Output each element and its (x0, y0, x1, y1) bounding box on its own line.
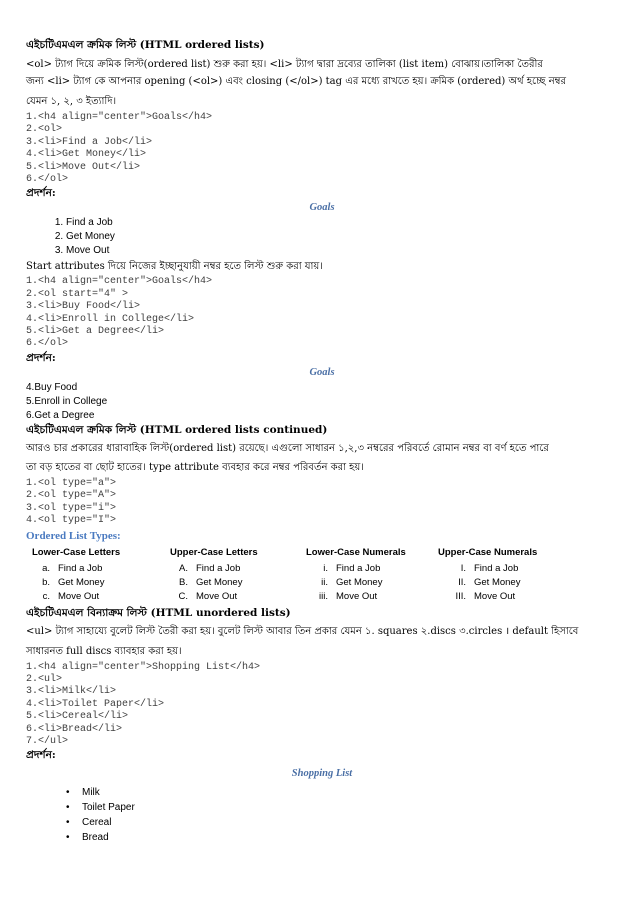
paragraph: <ol> ট্যাগ দিয়ে ক্রমিক লিস্ট(ordered list) শুরু করা হয়। <li> ট্যাগ দ্বারা দ্রব্যের তালিকা (list item) বোঝায়।তালিকা তৈরীর (26, 59, 543, 70)
list-item-text: Move Out (336, 590, 378, 602)
code-line: 5.<li>Get a Degree</li> (26, 326, 165, 338)
list-item (66, 830, 618, 845)
list-marker: i. (323, 562, 328, 574)
code-line: 5.<li>Cereal</li> (26, 711, 129, 723)
code-line: 6.</ol> (26, 174, 69, 186)
code-line: 1.<h4 align="center">Goals</h4> (26, 276, 213, 288)
list-item (438, 562, 568, 576)
list-item (306, 562, 438, 576)
list-item: 3. Move Out (66, 244, 618, 258)
code-line: 6.<li>Bread</li> (26, 723, 123, 735)
ordered-list-types-table (26, 546, 618, 604)
list-item (306, 590, 438, 604)
code-line: 3.<ol type="i"> (26, 502, 117, 514)
list-item (66, 800, 618, 815)
list-item (32, 562, 164, 576)
paragraph: Start attributes দিয়ে নিজের ইচ্ছানুযায়ী নম্বর হতে লিস্ট শুরু করা যায়। (26, 261, 323, 273)
list-marker: II. (458, 576, 466, 588)
code-line: 1.<h4 align="center">Shopping List</h4> (26, 661, 261, 673)
code-line: 3.<li>Milk</li> (26, 686, 117, 698)
demo-label: প্রদর্শন: (26, 749, 56, 762)
list-item (32, 576, 164, 590)
paragraph: জন্য <li> ট্যাগ কে আপনার opening (<ol>) এবং closing (</ol>) tag এর মধ্যে রাখতে হয়। ক্রমিক (ordered) অর্থ হচ্ছে নম্বর (26, 76, 567, 87)
list-item-text: Get Money (196, 576, 243, 588)
list-marker: a. (42, 562, 50, 574)
code-line: 2.<ol start="4" > (26, 288, 129, 300)
list-item (438, 590, 568, 604)
bullet-icon: • (66, 817, 70, 829)
list-item-text: Bread (82, 832, 109, 844)
code-line: 7.</ul> (26, 735, 69, 747)
list-marker: A. (179, 562, 188, 574)
demo-label: প্রদর্শন: (26, 351, 56, 364)
list-item-text: Get Money (336, 576, 383, 588)
code-line: 4.<li>Get Money</li> (26, 149, 147, 161)
bullet-icon: • (66, 787, 70, 799)
code-line: 2.<ol type="A"> (26, 490, 117, 502)
paragraph: তা বড় হাতের বা ছোট হাতের। type attribute ব্যবহার করে নম্বর পরিবর্তন করা হয়। (26, 461, 364, 473)
paragraph: যেমন ১, ২, ৩ ইত্যাদি। (26, 96, 117, 107)
list-item-text: Move Out (196, 590, 238, 602)
column-header: Lower-Case Numerals (306, 546, 406, 558)
list-item-text: Move Out (58, 590, 100, 602)
column-header: Upper-Case Letters (170, 546, 258, 558)
code-block (26, 276, 618, 350)
demo-title: Goals (309, 202, 335, 214)
document-page (26, 38, 618, 845)
list-item-text: Find a Job (336, 562, 381, 574)
types-column-upper-numerals (438, 546, 568, 604)
code-line: 2.<ul> (26, 673, 63, 685)
paragraph: <ul> ট্যাগ সাহায্যে বুলেট লিস্ট তৈরী করা হয়। বুলেট লিস্ট আবার তিন প্রকার যেমন ১. squares ২.discs ৩.circles । default হিসাবে (26, 625, 579, 637)
list-item: 4.Buy Food (26, 381, 78, 393)
list-item-text: Find a Job (474, 562, 519, 574)
list-item (438, 576, 568, 590)
list-marker: c. (42, 590, 50, 602)
list-item (170, 576, 298, 590)
types-column-lower-numerals (298, 546, 438, 604)
list-marker: I. (460, 562, 466, 574)
code-line: 2.<ol> (26, 124, 63, 136)
demo-title: Shopping List (291, 768, 353, 780)
list-marker: III. (455, 590, 466, 602)
list-marker: iii. (319, 590, 328, 602)
code-line: 3.<li>Buy Food</li> (26, 301, 141, 313)
ordered-list-types-title: Ordered List Types: (26, 529, 121, 542)
demo-title: Goals (309, 366, 335, 378)
list-item-text: Find a Job (196, 562, 241, 574)
list-marker: b. (42, 576, 50, 588)
list-item: 6.Get a Degree (26, 409, 95, 421)
code-line: 4.<li>Toilet Paper</li> (26, 698, 165, 710)
list-item-text: Cereal (82, 817, 112, 829)
types-column-upper-letters (164, 546, 298, 604)
code-line: 1.<ol type="a"> (26, 477, 117, 489)
code-line: 4.<li>Enroll in College</li> (26, 313, 195, 325)
code-line: 3.<li>Find a Job</li> (26, 136, 153, 148)
column-header: Upper-Case Numerals (438, 546, 538, 558)
demo-label: প্রদর্শন: (26, 187, 56, 200)
code-line: 4.<ol type="I"> (26, 515, 117, 527)
list-marker: C. (178, 590, 188, 602)
section-heading-ordered-lists-continued: এইচটিএমএল ক্রমিক লিস্ট (HTML ordered lists continued) (26, 423, 328, 436)
list-item (66, 815, 618, 830)
list-marker: B. (179, 576, 188, 588)
section-heading-unordered-lists: এইচটিএমএল বিন্যাক্রম লিস্ট (HTML unordered lists) (26, 606, 291, 619)
demo-bullet-list (26, 785, 618, 845)
code-block (26, 112, 618, 186)
list-item: 1. Find a Job (66, 216, 618, 230)
list-item-text: Get Money (474, 576, 521, 588)
list-item (170, 562, 298, 576)
code-line: 1.<h4 align="center">Goals</h4> (26, 112, 213, 123)
paragraph: আরও চার প্রকারের ধারাবাহিক লিস্ট(ordered list) রয়েছে। এগুলো সাধারন ১,২,৩ নম্বরের পরিবর্তে রোমান নম্বর বা বর্ণ হতে পারে (26, 442, 549, 454)
list-item (170, 590, 298, 604)
list-item: 5.Enroll in College (26, 395, 108, 407)
list-item (32, 590, 164, 604)
code-block (26, 662, 618, 749)
code-line: 6.</ol> (26, 338, 69, 350)
paragraph: সাধারনত full discs ব্যাবহার করা হয়। (26, 645, 182, 657)
bullet-icon: • (66, 802, 70, 814)
column-header: Lower-Case Letters (32, 546, 121, 558)
list-item-text: Move Out (474, 590, 516, 602)
types-column-lower-letters (26, 546, 164, 604)
list-item-text: Find a Job (58, 562, 103, 574)
list-item (306, 576, 438, 590)
list-item-text: Toilet Paper (82, 802, 135, 814)
demo-ordered-list (26, 216, 618, 258)
list-item-text: Get Money (58, 576, 105, 588)
list-marker: ii. (321, 576, 328, 588)
list-item (66, 785, 618, 800)
list-item-text: Milk (82, 787, 100, 799)
code-line: 5.<li>Move Out</li> (26, 161, 141, 173)
code-block (26, 478, 618, 528)
section-heading-ordered-lists: এইচটিএমএল ক্রমিক লিস্ট (HTML ordered lists) (26, 39, 265, 51)
bullet-icon: • (66, 832, 70, 844)
list-item: 2. Get Money (66, 230, 618, 244)
